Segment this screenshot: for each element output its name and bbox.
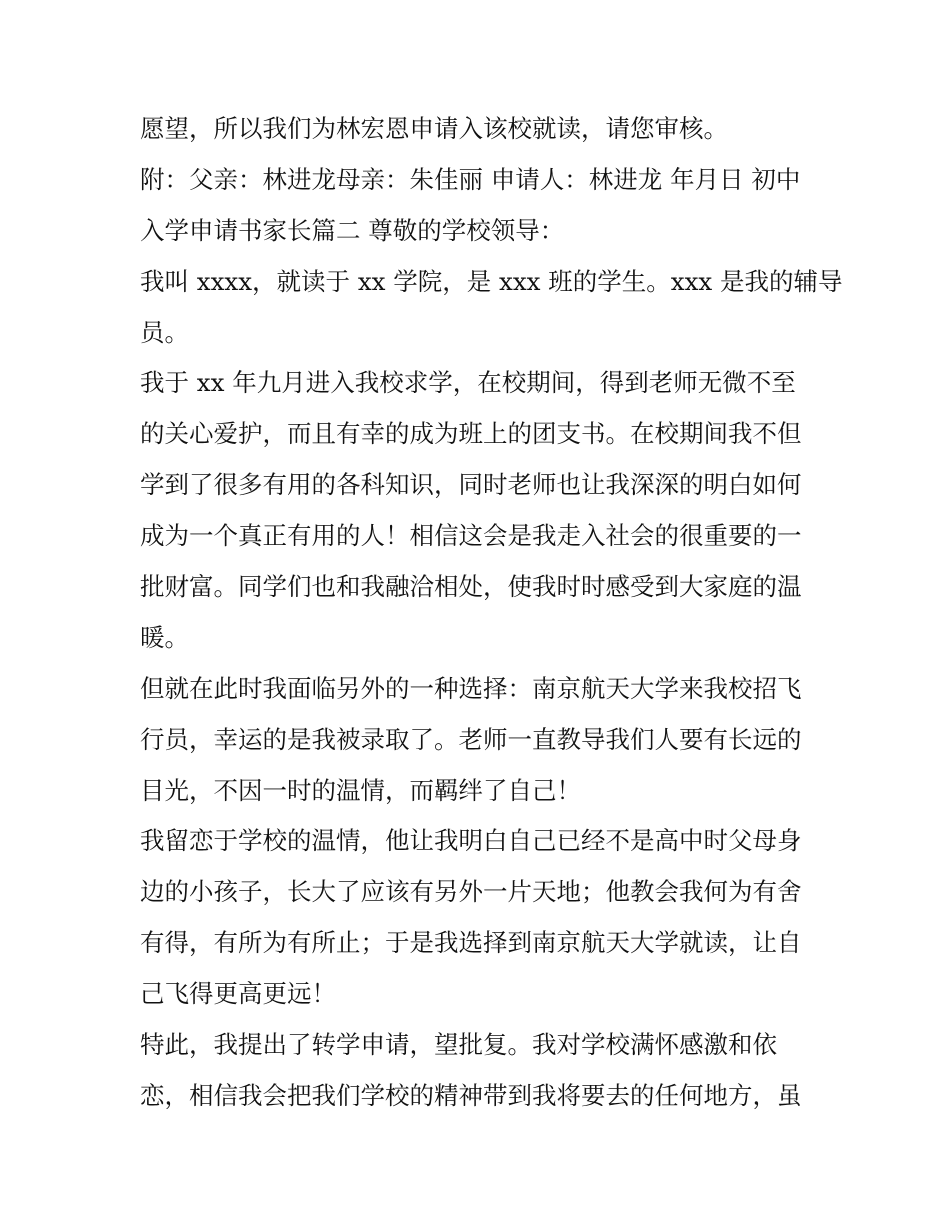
text-line: 的关心爱护，而且有幸的成为班上的团支书。在校期间我不但 [140, 419, 802, 449]
text-line: 成为一个真正有用的人！相信这会是我走入社会的很重要的一 [140, 521, 802, 551]
text-line: 批财富。同学们也和我融洽相处，使我时时感受到大家庭的温 [140, 572, 802, 602]
text-line: 但就在此时我面临另外的一种选择：南京航天大学来我校招飞 [140, 673, 802, 703]
text-line: 我于 xx 年九月进入我校求学，在校期间，得到老师无微不至 [140, 368, 796, 398]
text-line: 边的小孩子，长大了应该有另外一片天地；他教会我何为有舍 [140, 877, 802, 907]
text-line: 员。 [140, 317, 189, 347]
document-body [140, 104, 843, 1122]
text-line: 入学申请书家长篇二 尊敬的学校领导： [140, 215, 565, 245]
text-line: 有得，有所为有所止；于是我选择到南京航天大学就读，让自 [140, 928, 802, 958]
text-line: 我叫 xxxx，就读于 xx 学院，是 xxx 班的学生。xxx 是我的辅导 [140, 266, 843, 296]
text-line: 目光，不因一时的温情，而羁绊了自己！ [140, 775, 581, 805]
text-line: 愿望，所以我们为林宏恩申请入该校就读，请您审核。 [140, 114, 728, 143]
text-line: 暖。 [140, 622, 189, 652]
text-line: 特此，我提出了转学申请，望批复。我对学校满怀感激和依 [140, 1030, 777, 1060]
text-line: 附：父亲：林进龙母亲：朱佳丽 申请人：林进龙 年月日 初中 [140, 164, 801, 194]
text-line: 我留恋于学校的温情，他让我明白自己已经不是高中时父母身 [140, 826, 802, 856]
text-line: 恋，相信我会把我们学校的精神带到我将要去的任何地方，虽 [140, 1080, 802, 1110]
text-line: 学到了很多有用的各科知识，同时老师也让我深深的明白如何 [140, 470, 802, 500]
text-line: 行员，幸运的是我被录取了。老师一直教导我们人要有长远的 [140, 724, 802, 754]
text-line: 己飞得更高更远！ [140, 979, 336, 1009]
